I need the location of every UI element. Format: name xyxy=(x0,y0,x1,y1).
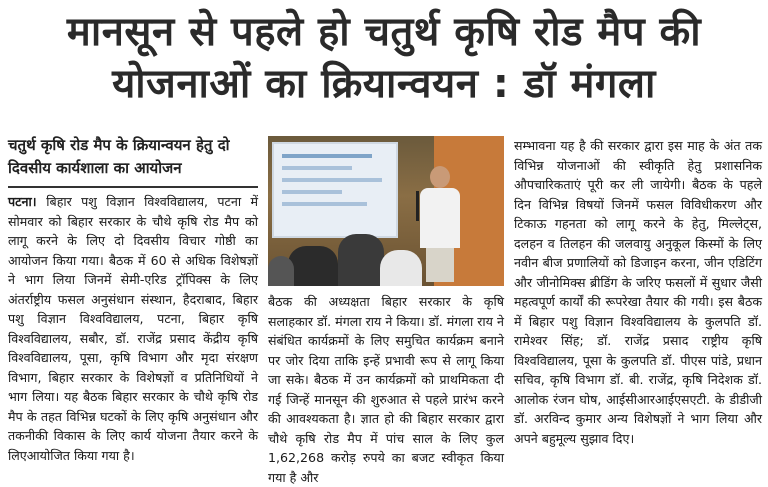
article-column-3 xyxy=(514,136,762,448)
column-1-body xyxy=(8,192,258,465)
article-column-2 xyxy=(268,292,504,487)
audience-2 xyxy=(338,234,384,286)
audience-1 xyxy=(288,246,338,286)
column-2-text: बैठक की अध्यक्षता बिहार सरकार के कृषि सलाहकार डॉ. मंगला राय ने किया। डॉ. मंगला राय ने संबंधित कार्यक्रमों के लिए समुचित कार्यक्रम बनाने पर जोर दिया ताकि इन्हें प्रभावी रूप से लागू किया जा सके। बैठक में उन कार्यक्रमों को प्राथमिकता दी गई जिन्हें मानसून की शुरुआत से पहले प्रारंभ करने की आवश्यकता है। ज्ञात हो की बिहार सरकार द्वारा चौथे कृषि रोड मैप में पांच साल के लिए कुल 1,62,268 करोड़ रुपये का बजट स्वीकृत किया गया है और xyxy=(268,294,504,485)
column-3-text: सम्भावना यह है की सरकार द्वारा इस माह के अंत तक विभिन्न योजनाओं की स्वीकृति हेतु प्रशासनिक औपचारिकताएं पूरी कर ली जायेगी। बैठक के पहले दिन विभिन्न विषयों जिनमें फसल विविधीकरण और टिकाऊ गहनता को लागू करने के हेतु, मिल्लेट्स, दलहन व तिलहन की जलवायु अनुकूल किस्मों के लिए नवीन बीज प्रणालियों को डिजाइन करना, जीन एडिटिंग और जीनोमिक्स ब्रीडिंग के जरिए फसलों में सुधार जैसी महत्वपूर्ण कार्यों की रूपरेखा तैयार की गयी। इस बैठक में बिहार पशु विज्ञान विश्वविद्यालय के कुलपति डॉ. रामेश्वर सिंह; डॉ. राजेंद्र प्रसाद राष्ट्रीय कृषि विश्वविद्यालय, पूसा के कुलपति डॉ. पीएस पांडे, प्रधान सचिव, कृषि विभाग डॉ. बी. राजेंद्र, कृषि निदेशक डॉ. आलोक रंजन घोष, आईसीआरआईएसएटी. के डीडीजी डॉ. अरविन्द कुमार अन्य विशेषज्ञों ने भाग लिया और अपने बहुमूल्य सुझाव दिए। xyxy=(514,138,762,446)
audience-4 xyxy=(268,256,294,286)
audience-3 xyxy=(380,250,422,286)
speaker-figure xyxy=(418,166,458,281)
subheadline: चतुर्थ कृषि रोड मैप के क्रियान्वयन हेतु दो दिवसीय कार्यशाला का आयोजन xyxy=(8,134,258,188)
event-photo xyxy=(268,136,504,286)
projector-screen xyxy=(272,142,398,238)
dateline: पटना। xyxy=(8,194,47,209)
column-1-text: बिहार पशु विज्ञान विश्वविद्यालय, पटना में सोमवार को बिहार सरकार के चौथे कृषि रोड मैप को लागू करने के लिए दो दिवसीय विचार गोष्ठी का आयोजन किया गया। बैठक में 60 से अधिक विशेषज्ञों ने भाग लिया जिनमें सेमी-एरिड ट्रॉपिक्स के लिए अंतर्राष्ट्रीय फसल अनुसंधान संस्थान, हैदराबाद, बिहार पशु विज्ञान विश्वविद्यालय, पटना, बिहार कृषि विश्वविद्यालय, सबौर, डॉ. राजेंद्र प्रसाद केंद्रीय कृषि विश्वविद्यालय, पूसा, कृषि विभाग और मृदा संरक्षण विभाग, बिहार सरकार के विशेषज्ञों व प्रतिनिधियों ने भाग लिया। यह बैठक बिहार सरकार के चौथे कृषि रोड मैप के तहत विभिन्न घटकों के लिए कृषि अनुसंधान और तकनीकी विकास के लिए कार्य योजना तैयार करने के लिएआयोजित किया गया है। xyxy=(8,194,258,463)
headline xyxy=(0,6,768,110)
headline-line-2: योजनाओं का क्रियान्वयन : डॉ मंगला xyxy=(112,61,656,107)
headline-line-1: मानसून से पहले हो चतुर्थ कृषि रोड मैप की xyxy=(66,9,702,55)
